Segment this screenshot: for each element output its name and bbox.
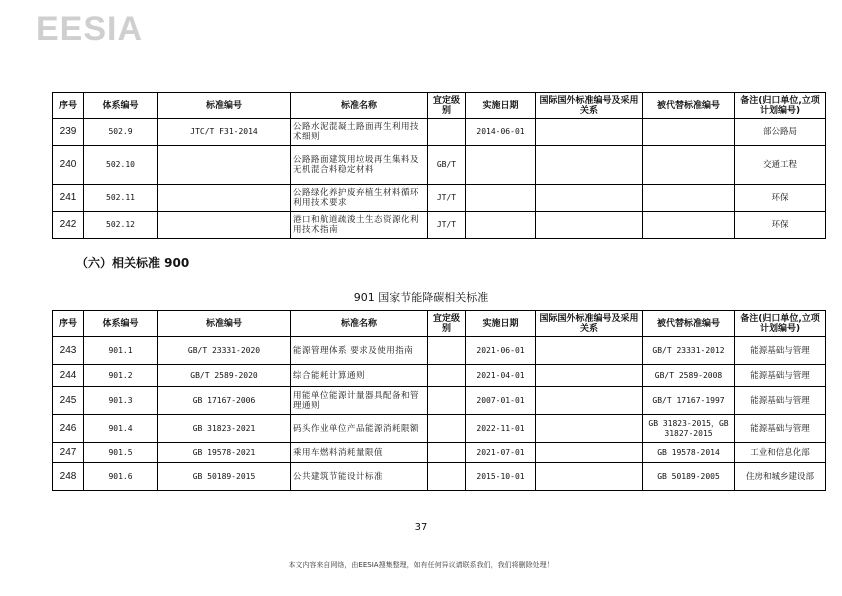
cell-international-standard [536,119,643,146]
cell-international-standard [536,463,643,491]
cell-seq: 244 [53,365,84,387]
table-row [53,415,826,443]
subsection-title: 901 国家节能降碳相关标准 [353,291,489,304]
cell-replaced-standard: GB 50189-2005 [643,463,735,491]
cell-standard-name: 综合能耗计算通则 [291,365,428,387]
cell-implementation-date [466,212,536,239]
cell-standard-name: 港口和航道疏浚土生态资源化利用技术指南 [291,212,428,239]
header-remarks: 备注(归口单位,立项计划编号) [735,93,826,119]
cell-implementation-date: 2021-04-01 [466,365,536,387]
cell-remarks: 能源基础与管理 [735,337,826,365]
cell-standard-number [158,146,291,185]
table-row [53,119,826,146]
cell-remarks: 能源基础与管理 [735,415,826,443]
section-title: （六）相关标准 900 [76,256,190,270]
cell-system-number: 901.3 [84,387,158,415]
cell-remarks: 交通工程 [735,146,826,185]
cell-standard-name: 公共建筑节能设计标准 [291,463,428,491]
cell-standard-number: GB 17167-2006 [158,387,291,415]
table-row [53,443,826,463]
header-international-standard: 国际国外标准编号及采用关系 [536,93,643,119]
cell-remarks: 住房和城乡建设部 [735,463,826,491]
header-level: 宜定级别 [428,93,466,119]
header-seq: 序号 [53,93,84,119]
header-seq: 序号 [53,311,84,337]
cell-replaced-standard: GB 31823-2015，GB 31827-2015 [643,415,735,443]
header-system-number: 体系编号 [84,311,158,337]
cell-international-standard [536,443,643,463]
cell-seq: 243 [53,337,84,365]
cell-implementation-date: 2022-11-01 [466,415,536,443]
cell-international-standard [536,212,643,239]
cell-remarks: 能源基础与管理 [735,365,826,387]
cell-level: GB/T [428,146,466,185]
cell-seq: 239 [53,119,84,146]
standards-table-502 [52,92,826,239]
cell-system-number: 901.5 [84,443,158,463]
cell-seq: 241 [53,185,84,212]
header-standard-name: 标准名称 [291,93,428,119]
cell-implementation-date: 2014-06-01 [466,119,536,146]
table-header-row [53,93,826,119]
cell-standard-number: GB 31823-2021 [158,415,291,443]
table-header-row [53,311,826,337]
cell-seq: 245 [53,387,84,415]
cell-seq: 242 [53,212,84,239]
cell-level [428,337,466,365]
cell-system-number: 502.10 [84,146,158,185]
table-row [53,463,826,491]
cell-implementation-date [466,185,536,212]
cell-remarks: 部公路局 [735,119,826,146]
header-standard-number: 标准编号 [158,93,291,119]
header-level: 宜定级别 [428,311,466,337]
header-international-standard: 国际国外标准编号及采用关系 [536,311,643,337]
cell-international-standard [536,185,643,212]
cell-standard-name: 公路路面建筑用垃圾再生集料及无机混合料稳定材料 [291,146,428,185]
cell-standard-name: 公路水泥混凝土路面再生利用技术细则 [291,119,428,146]
cell-standard-number: GB 19578-2021 [158,443,291,463]
table-row [53,337,826,365]
cell-standard-number: GB/T 2589-2020 [158,365,291,387]
header-implementation-date: 实施日期 [466,311,536,337]
cell-level [428,387,466,415]
cell-remarks: 环保 [735,185,826,212]
cell-level [428,119,466,146]
cell-standard-name: 用能单位能源计量器具配备和管理通则 [291,387,428,415]
cell-standard-number: JTC/T F31-2014 [158,119,291,146]
table-row [53,212,826,239]
cell-replaced-standard: GB/T 2589-2008 [643,365,735,387]
table-row [53,387,826,415]
header-remarks: 备注(归口单位,立项计划编号) [735,311,826,337]
cell-international-standard [536,146,643,185]
cell-system-number: 502.9 [84,119,158,146]
table-row [53,365,826,387]
cell-replaced-standard [643,185,735,212]
cell-implementation-date: 2021-06-01 [466,337,536,365]
header-implementation-date: 实施日期 [466,93,536,119]
cell-level [428,463,466,491]
cell-system-number: 901.6 [84,463,158,491]
table-row [53,185,826,212]
cell-implementation-date [466,146,536,185]
cell-international-standard [536,415,643,443]
cell-standard-name: 乘用车燃料消耗量限值 [291,443,428,463]
cell-seq: 248 [53,463,84,491]
cell-standard-number: GB 50189-2015 [158,463,291,491]
cell-implementation-date: 2007-01-01 [466,387,536,415]
cell-level [428,415,466,443]
cell-replaced-standard [643,119,735,146]
cell-international-standard [536,365,643,387]
cell-standard-number [158,185,291,212]
footer-disclaimer: 本文内容来自网络，由EESIA搜集整理，如有任何异议请联系我们，我们将删除处理！ [288,561,554,569]
cell-standard-name: 公路绿化养护废弃植生材料循环利用技术要求 [291,185,428,212]
header-standard-number: 标准编号 [158,311,291,337]
cell-standard-name: 能源管理体系 要求及使用指南 [291,337,428,365]
cell-implementation-date: 2015-10-01 [466,463,536,491]
cell-replaced-standard: GB 19578-2014 [643,443,735,463]
cell-replaced-standard [643,212,735,239]
cell-remarks: 工业和信息化部 [735,443,826,463]
cell-level: JT/T [428,212,466,239]
cell-international-standard [536,337,643,365]
cell-implementation-date: 2021-07-01 [466,443,536,463]
cell-level [428,365,466,387]
cell-seq: 247 [53,443,84,463]
cell-system-number: 901.4 [84,415,158,443]
header-replaced-standard: 被代替标准编号 [643,93,735,119]
header-system-number: 体系编号 [84,93,158,119]
header-standard-name: 标准名称 [291,311,428,337]
cell-system-number: 502.12 [84,212,158,239]
standards-table-901 [52,310,826,491]
cell-standard-name: 码头作业单位产品能源消耗限额 [291,415,428,443]
header-replaced-standard: 被代替标准编号 [643,311,735,337]
cell-replaced-standard: GB/T 17167-1997 [643,387,735,415]
cell-seq: 246 [53,415,84,443]
cell-system-number: 901.1 [84,337,158,365]
cell-seq: 240 [53,146,84,185]
eesia-logo: EESIA [36,10,144,48]
cell-level: JT/T [428,185,466,212]
cell-replaced-standard: GB/T 23331-2012 [643,337,735,365]
cell-standard-number: GB/T 23331-2020 [158,337,291,365]
cell-level [428,443,466,463]
cell-system-number: 901.2 [84,365,158,387]
table-row [53,146,826,185]
cell-remarks: 环保 [735,212,826,239]
cell-standard-number [158,212,291,239]
cell-replaced-standard [643,146,735,185]
page-number: 37 [414,522,428,533]
cell-system-number: 502.11 [84,185,158,212]
cell-international-standard [536,387,643,415]
cell-remarks: 能源基础与管理 [735,387,826,415]
